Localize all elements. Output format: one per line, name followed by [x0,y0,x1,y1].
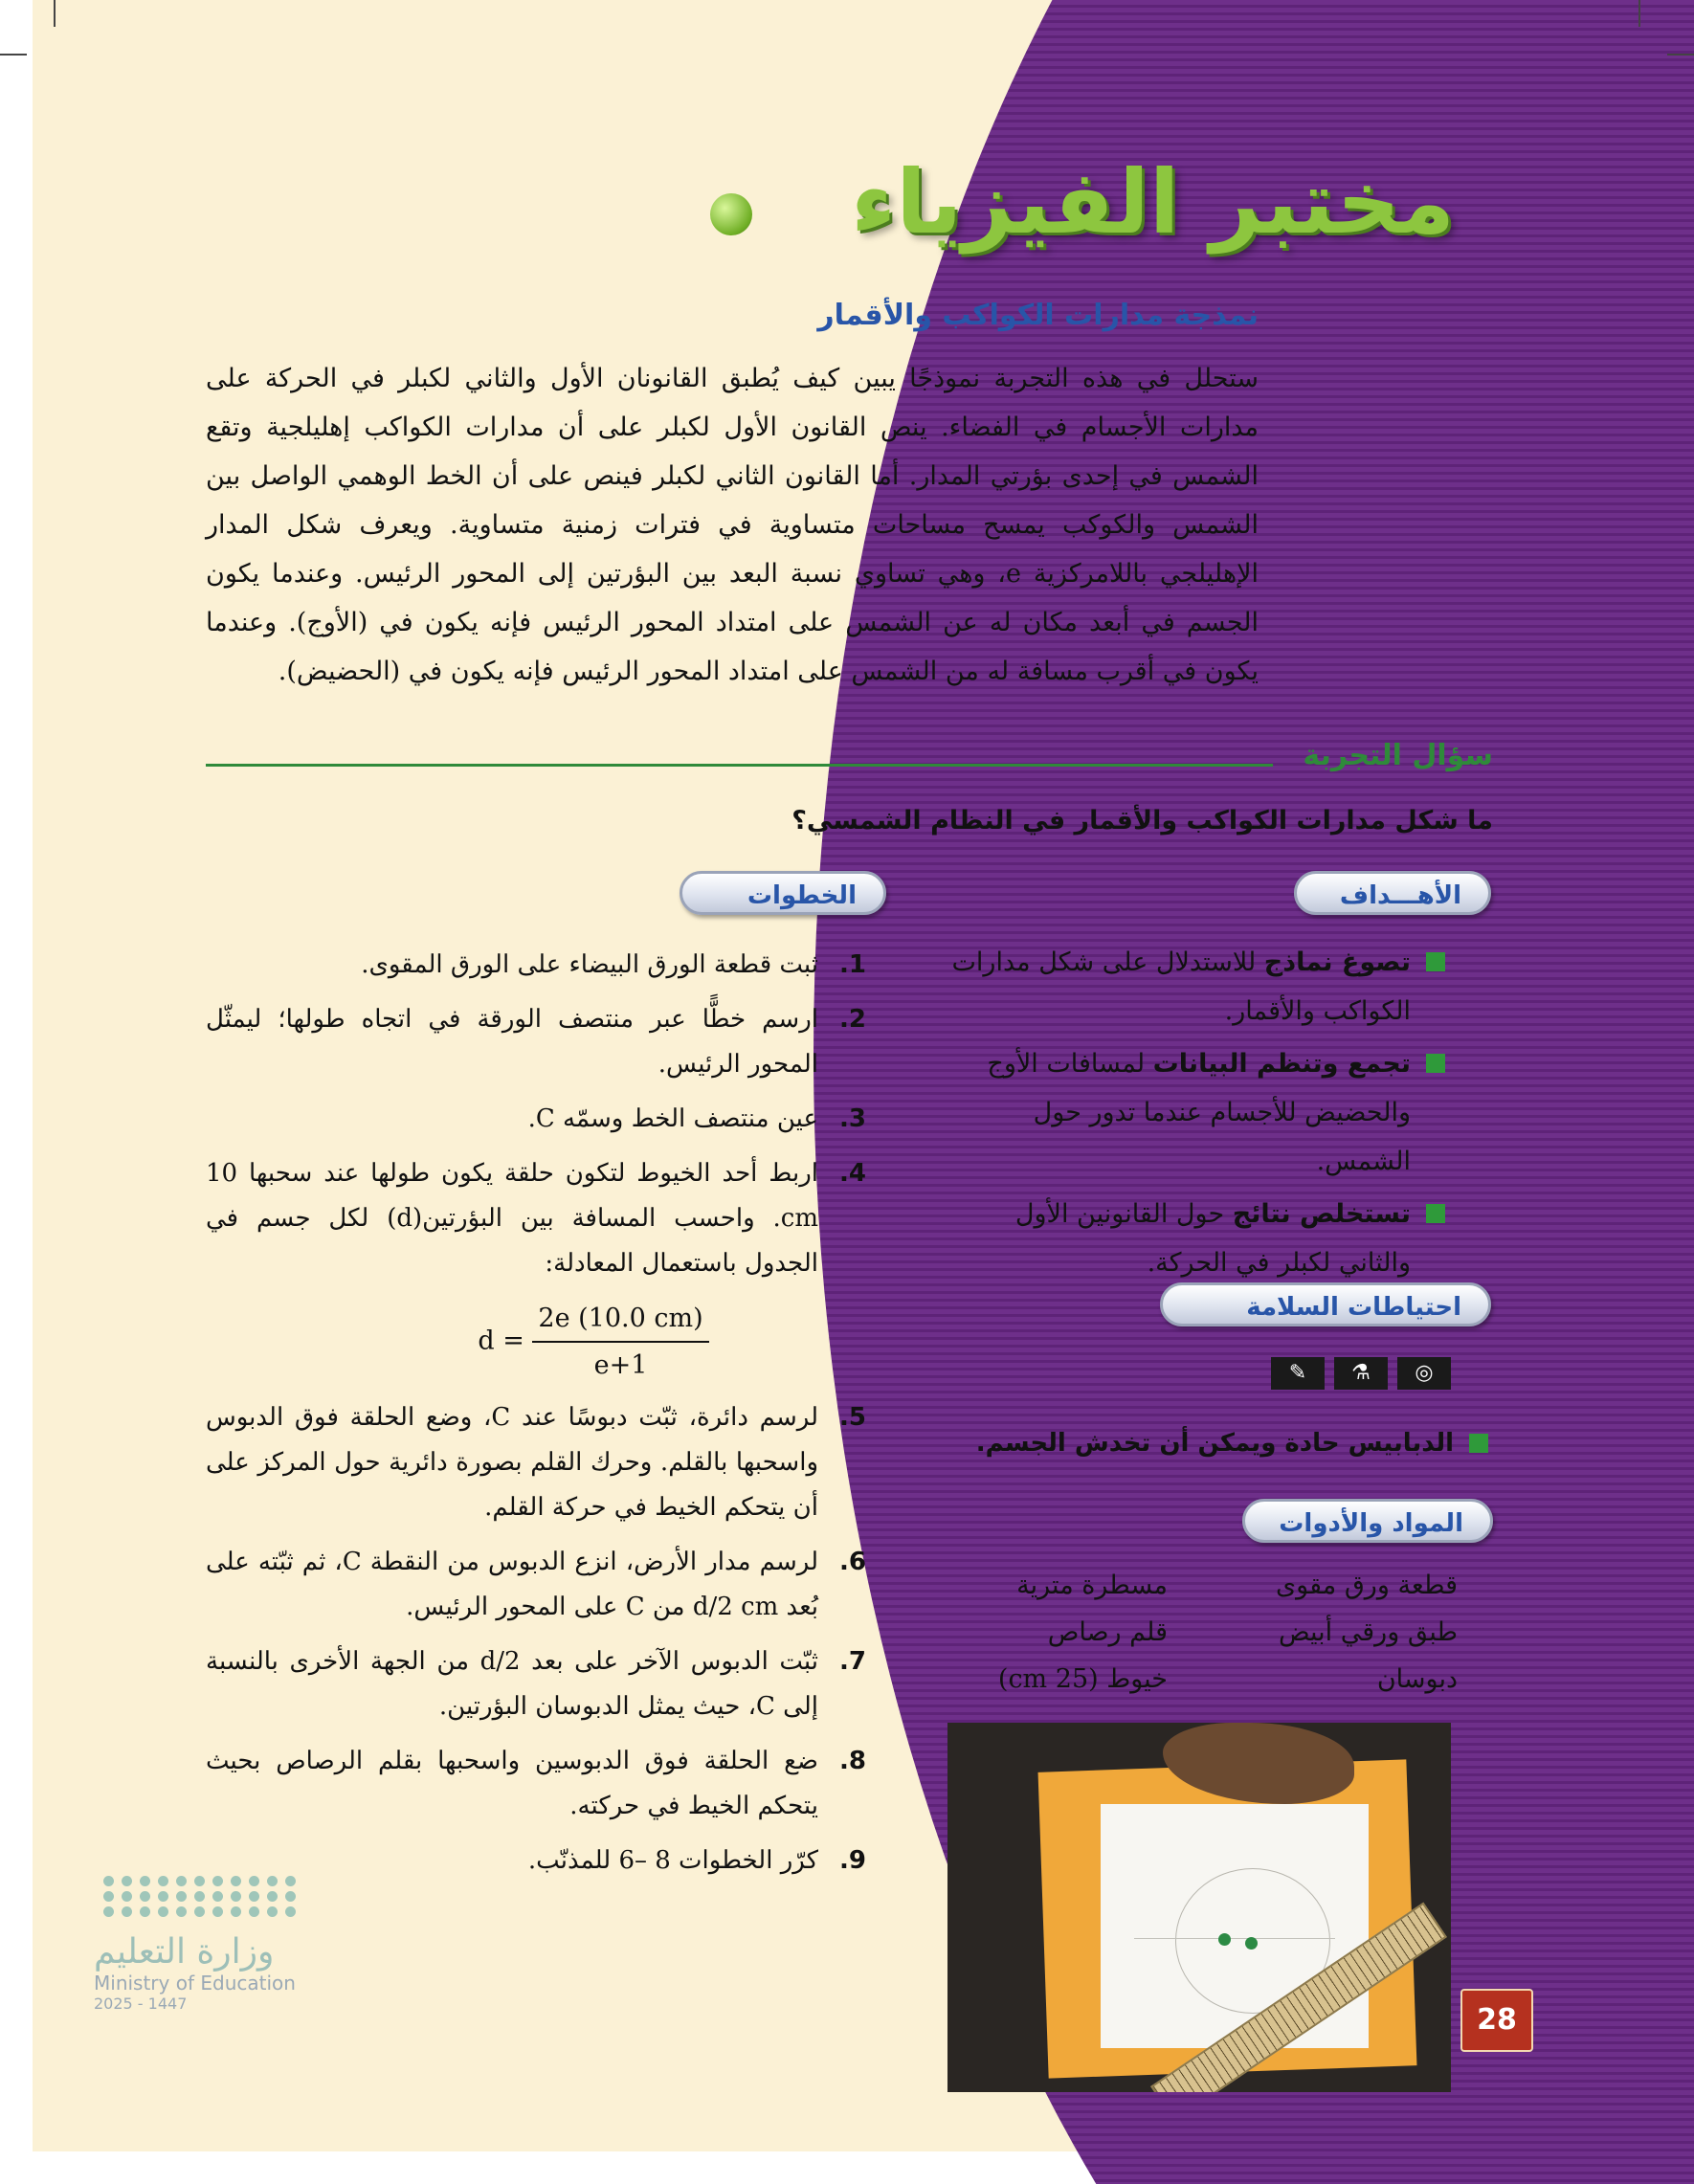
green-bullet-icon [1426,1054,1445,1073]
goals-list [943,938,1445,1291]
page-title: مختبر الفيزياء [851,151,1455,254]
step-text: ثبّت الدبوس الآخر على بعد d/2 من الجهة الأخرى بالنسبة إلى C، حيث يمثل الدبوسان البؤرتين. [206,1647,819,1721]
step-number: 3. [839,1104,866,1133]
formula-lhs: d = [478,1326,524,1356]
steps-heading: الخطوات [680,871,886,915]
experiment-question: ما شكل مدارات الكواكب والأقمار في النظام الشمسي؟ [791,806,1493,836]
experiment-photo [947,1723,1451,2092]
green-bullet-icon [1426,1204,1445,1223]
safety-icons [1261,1357,1451,1390]
formula-fraction [532,1296,708,1388]
step-number: 1. [839,950,866,979]
material-item: قطعة ورق مقوى [1276,1571,1458,1600]
crop-mark [0,54,27,56]
purple-side-band [1445,0,1694,2151]
step-item [206,1540,866,1630]
goal-key: تجمع وتنظم البيانات [1152,1049,1411,1079]
goal-key: تستخلص نتائج [1232,1199,1411,1229]
ministry-arabic: وزارة التعليم [94,1932,275,1972]
step-number: 5. [839,1403,866,1432]
goggles-icon: ◎ [1397,1357,1451,1390]
sharp-object-icon: ✎ [1271,1357,1325,1390]
title-bullet-icon [710,193,752,235]
safety-heading: احتياطات السلامة [1160,1282,1491,1326]
step-text: عين منتصف الخط وسمّه C. [527,1104,818,1133]
material-item: خيوط (25 cm) [997,1664,1168,1694]
safety-note [976,1424,1488,1462]
goal-item [943,938,1445,1036]
step-item [206,1395,866,1530]
step-item [206,943,866,988]
material-item: طبق ورقي أبيض [1278,1617,1458,1647]
material-item: قلم رصاص [1047,1617,1168,1647]
page-number: 28 [1460,1989,1533,2052]
safety-note-text: الدبابيس حادة ويمكن أن تخدش الجسم. [975,1429,1454,1458]
material-item: مسطرة مترية [1016,1571,1168,1600]
step-number: 9. [839,1846,866,1875]
pin [1218,1933,1231,1946]
question-heading: سؤال التجربة [1303,739,1493,772]
intro-paragraph: ستحلل في هذه التجربة نموذجًا يبين كيف يُطبق القانونان الأول والثاني لكبلر في الحركة على مدارات الأجسام في الفضاء. ينص القانون الأول لكبلر على أن مدارات الكواكب إهليلجية وتقع الشمس في إحدى بؤرتي المدار. أما القانون الثاني لكبلر فينص على أن الخط الوهمي الواصل بين الشمس والكوكب يمسح مساحات متساوية في فترات زمنية متساوية. ويعرف شكل المدار الإهليلجي باللامركزية e، وهي تساوي نسبة البعد بين البؤرتين إلى المحور الرئيس. وعندما يكون الجسم في أبعد مكان له عن الشمس على امتداد المحور الرئيس فإنه يكون في (الأوج). وعندما يكون في أقرب مسافة له من الشمس على امتداد المحور الرئيس فإنه يكون في (الحضيض). [206,364,1259,686]
goal-item [943,1190,1445,1287]
major-axis-line [1134,1938,1335,1939]
crop-mark [1638,0,1640,27]
step-text: لرسم مدار الأرض، انزع الدبوس من النقطة C، ثم ثبّته على بُعد d/2 cm من C على المحور الرئيس. [206,1548,818,1621]
step-text: ثبت قطعة الورق البيضاء على الورق المقوى. [361,950,818,979]
step-number: 6. [839,1548,866,1576]
step-item [206,1151,866,1286]
step-number: 7. [839,1647,866,1676]
goal-text: للاستدلال على شكل مدارات الكواكب والأقمار. [951,947,1411,1026]
ministry-year: 2025 - 1447 [94,1995,188,2013]
step-item [206,1097,866,1142]
section-divider [206,764,1273,767]
step-text: ارسم خطًّا عبر منتصف الورقة في اتجاه طولها؛ ليمثّل المحور الرئيس. [206,1005,818,1079]
step-number: 4. [839,1159,866,1188]
goal-item [943,1039,1445,1186]
green-bullet-icon [1469,1434,1488,1453]
step-item [206,1639,866,1729]
crop-mark [54,0,56,27]
pin [1245,1937,1258,1950]
crop-mark [1667,54,1694,56]
goals-heading: الأهـــداف [1294,871,1491,915]
step-number: 8. [839,1747,866,1775]
materials-heading: المواد والأدوات [1242,1499,1493,1543]
step-item [206,997,866,1087]
goal-key: تصوغ نماذج [1263,947,1411,977]
goal-text: حول القانونين الأول والثاني لكبلر في الحركة. [1014,1199,1411,1278]
ministry-dots-icon [103,1876,309,1917]
ministry-english: Ministry of Education [94,1972,296,1995]
formula-numerator: 2e (10.0 cm) [532,1296,708,1343]
material-item: دبوسان [1376,1664,1458,1694]
lab-coat-icon: ⚗ [1334,1357,1388,1390]
ministry-logo [94,1876,309,2013]
goal-text: لمسافات الأوج والحضيض للأجسام عندما تدور حول الشمس. [987,1049,1411,1176]
green-bullet-icon [1426,952,1445,971]
step-text: كرّر الخطوات 8 –6 للمذنّب. [527,1846,818,1875]
step-text: ضع الحلقة فوق الدبوسين واسحبها بقلم الرصاص بحيث يتحكم الخيط في حركته. [206,1747,818,1820]
page-subtitle: نمذجة مدارات الكواكب والأقمار [817,299,1259,332]
step-item [206,1739,866,1829]
step-text: اربط أحد الخيوط لتكون حلقة يكون طولها عند سحبها 10 cm. واحسب المسافة بين البؤرتين(d) لكل جسم في الجدول باستعمال المعادلة: [206,1159,818,1278]
formula-denominator: e+1 [593,1350,648,1380]
step-number: 2. [839,1005,866,1034]
steps-list [206,943,866,1893]
materials-column-2 [947,1562,1168,1703]
distance-formula [206,1296,866,1388]
materials-column-1 [1237,1562,1458,1703]
step-text: لرسم دائرة، ثبّت دبوسًا عند C، وضع الحلقة فوق الدبوس واسحبها بالقلم. وحرك القلم بصورة دائرية حول المركز على أن يتحكم الخيط في حركة القلم. [206,1403,818,1522]
